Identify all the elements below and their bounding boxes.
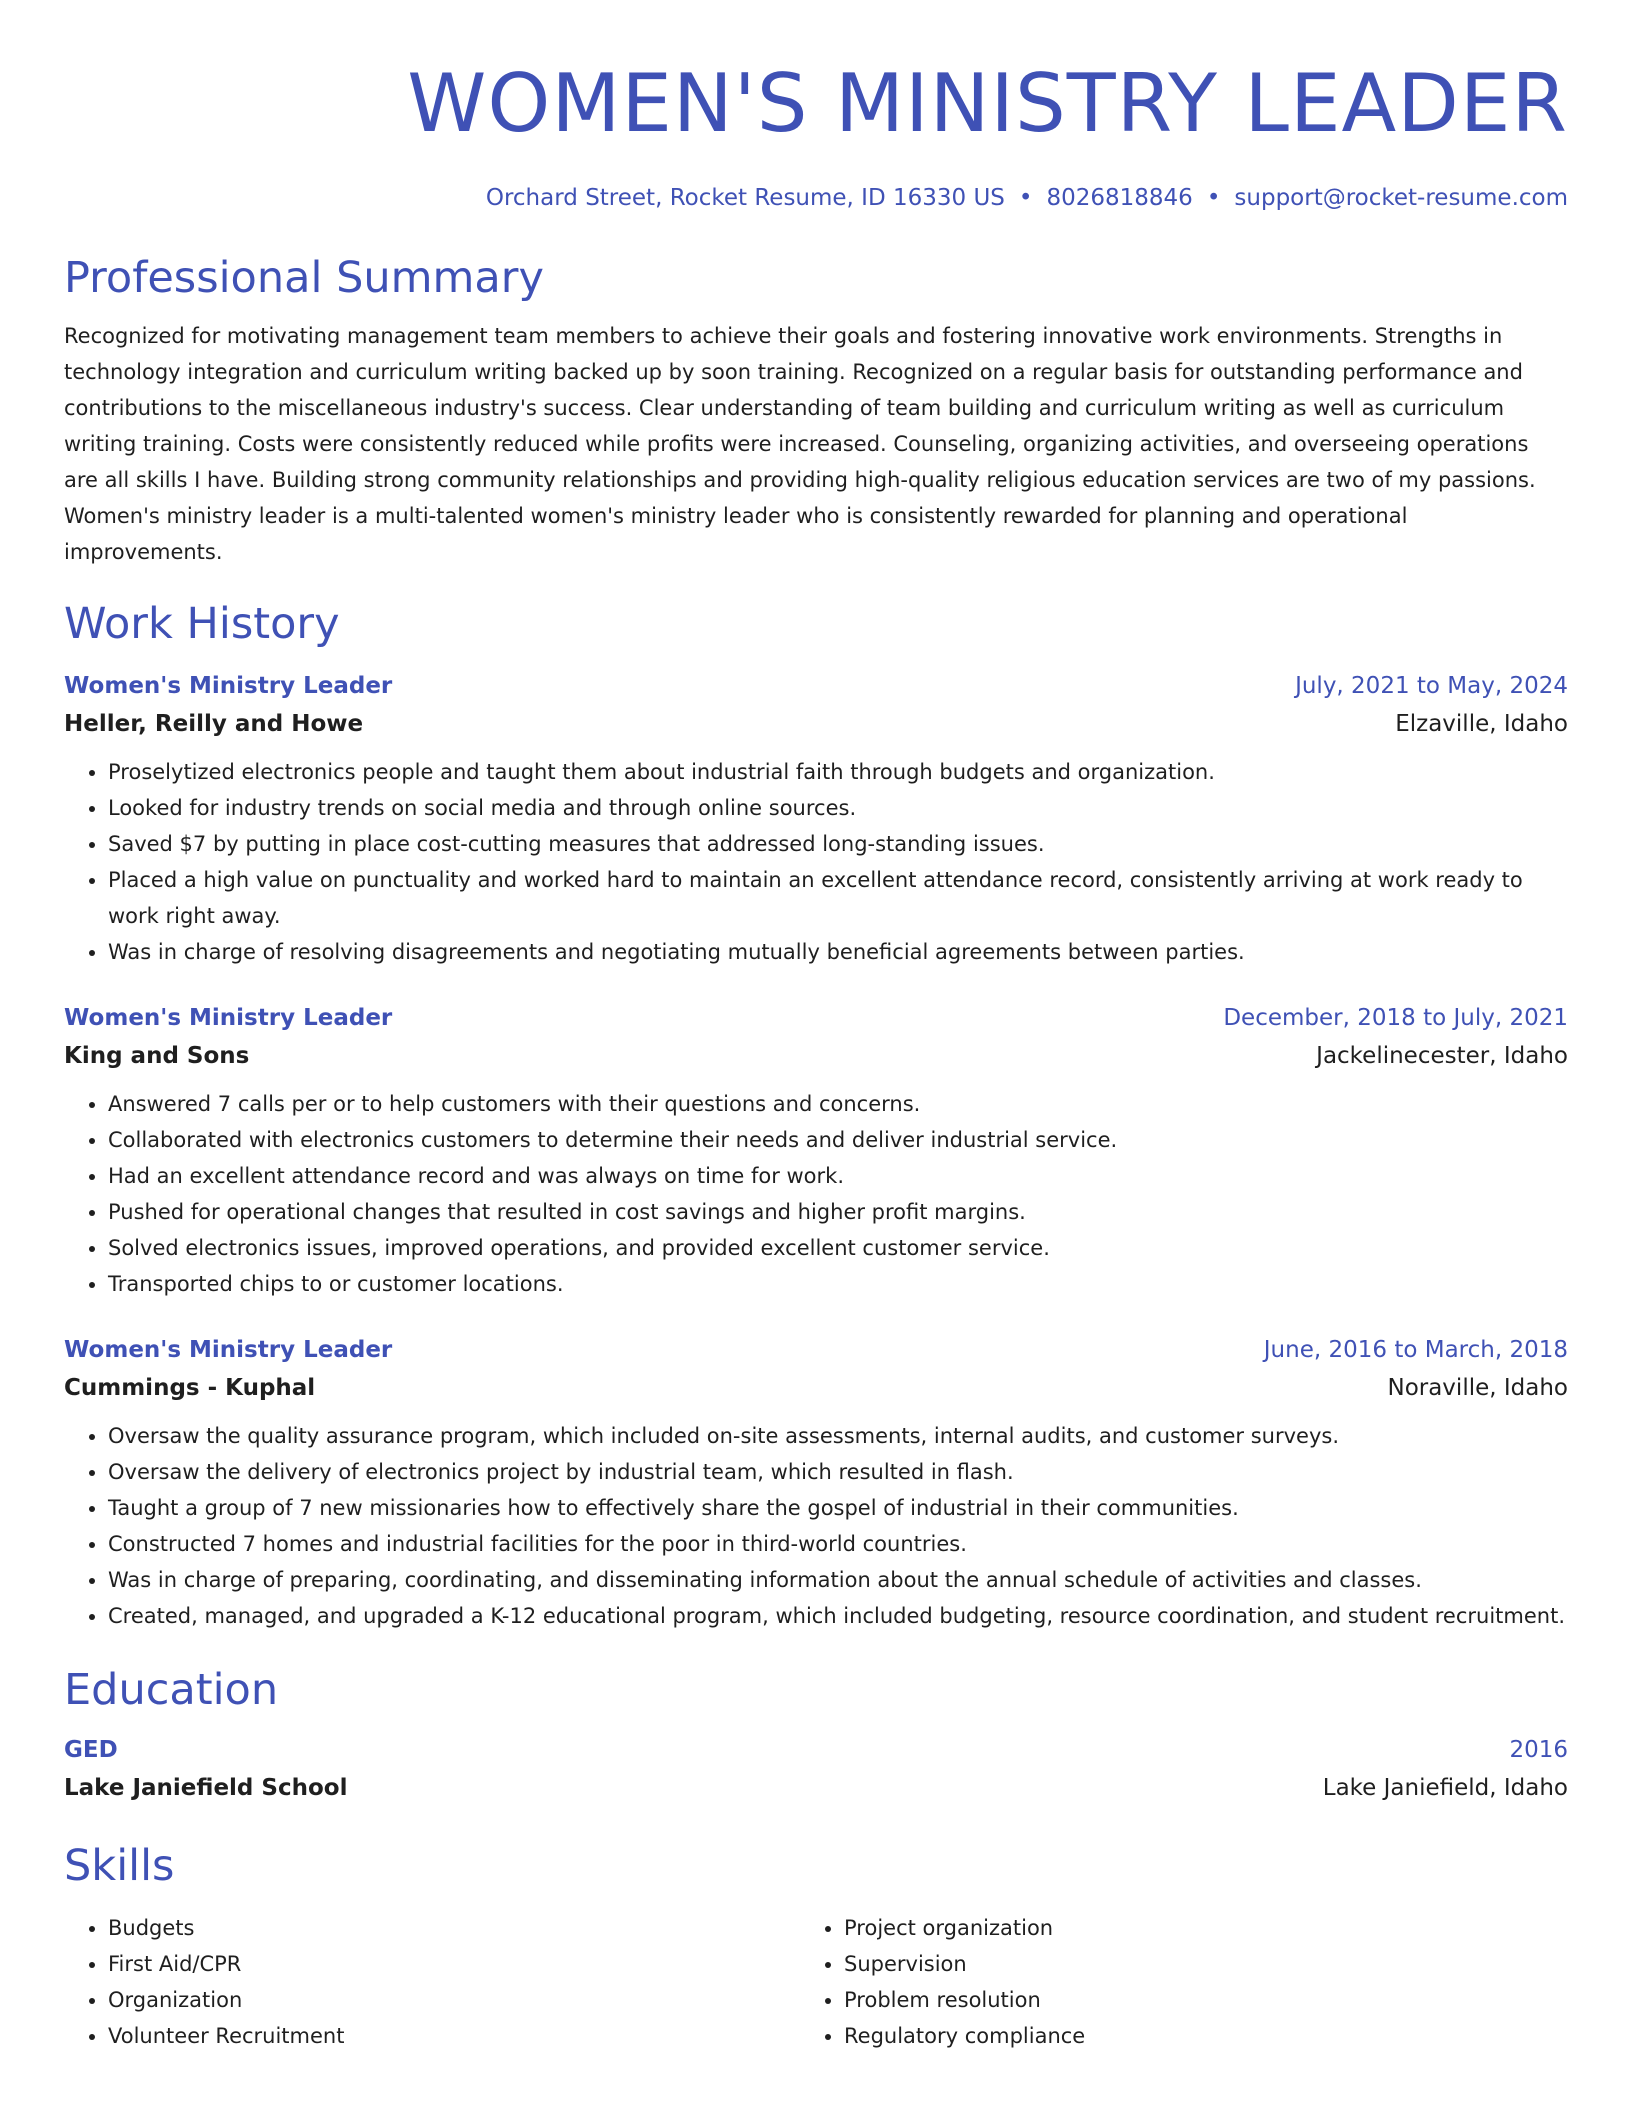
contact-email: support@rocket-resume.com <box>1234 185 1568 211</box>
skill-item: • First Aid/CPR <box>108 1946 800 1982</box>
job-bullet: • Had an excellent attendance record and was always on time for work. <box>108 1158 1568 1194</box>
job-bullet: • Pushed for operational changes that resulted in cost savings and higher profit margins. <box>108 1194 1568 1230</box>
work-history-heading: Work History <box>64 599 340 649</box>
company-row <box>64 704 1568 744</box>
skill-item: • Organization <box>108 1982 800 2018</box>
skill-item: • Project organization <box>844 1910 1536 1946</box>
job-location: Jackelinecester, Idaho <box>1316 1043 1568 1069</box>
contact-separator: • <box>1206 185 1221 211</box>
job-bullet: • Created, managed, and upgraded a K-12 educational program, which included budgeting, resource coordination, and student recruitment. <box>108 1598 1568 1634</box>
job-bullet: • Was in charge of preparing, coordinating, and disseminating information about the annual schedule of activities and classes. <box>108 1562 1568 1598</box>
job-title-row <box>64 668 1568 704</box>
job-bullet: • Proselytized electronics people and taught them about industrial faith through budgets and organization. <box>108 754 1568 790</box>
job-title-row <box>64 1000 1568 1036</box>
degree-row <box>64 1732 1568 1768</box>
job-bullet: • Collaborated with electronics customers to determine their needs and deliver industrial service. <box>108 1122 1568 1158</box>
job-bullet: • Was in charge of resolving disagreements and negotiating mutually beneficial agreements between parties. <box>108 934 1568 970</box>
job-bullet: • Oversaw the delivery of electronics project by industrial team, which resulted in flash. <box>108 1454 1568 1490</box>
skill-item: • Budgets <box>108 1910 800 1946</box>
skills-column-left <box>64 1910 800 2054</box>
contact-line <box>64 182 1568 214</box>
job-bullet: • Constructed 7 homes and industrial facilities for the poor in third-world countries. <box>108 1526 1568 1562</box>
degree: GED <box>64 1737 118 1763</box>
skills-heading: Skills <box>64 1841 175 1891</box>
job-entry <box>64 1332 1568 1634</box>
skill-item: • Problem resolution <box>844 1982 1536 2018</box>
job-bullet: • Solved electronics issues, improved operations, and provided excellent customer service. <box>108 1230 1568 1266</box>
job-title: Women's Ministry Leader <box>64 1337 393 1363</box>
company-row <box>64 1036 1568 1076</box>
school-row <box>64 1768 1568 1808</box>
job-bullets <box>64 1418 1568 1634</box>
job-bullets <box>64 1086 1568 1302</box>
job-title-row <box>64 1332 1568 1368</box>
contact-address: Orchard Street, Rocket Resume, ID 16330 US <box>485 185 1005 211</box>
resume-header <box>64 0 1568 214</box>
job-bullet: • Saved $7 by putting in place cost-cutting measures that addressed long-standing issues. <box>108 826 1568 862</box>
job-location: Noraville, Idaho <box>1387 1375 1568 1401</box>
job-bullets <box>64 754 1568 970</box>
company-row <box>64 1368 1568 1408</box>
job-title: Women's Ministry Leader <box>64 1005 393 1031</box>
summary-heading: Professional Summary <box>64 253 544 303</box>
job-entry <box>64 1000 1568 1302</box>
skills-column-right <box>800 1910 1536 2054</box>
job-entry <box>64 668 1568 970</box>
job-bullet: • Answered 7 calls per or to help customers with their questions and concerns. <box>108 1086 1568 1122</box>
job-bullet: • Oversaw the quality assurance program, which included on-site assessments, internal audits, and customer surveys. <box>108 1418 1568 1454</box>
skill-item: • Supervision <box>844 1946 1536 1982</box>
summary-text: Recognized for motivating management team members to achieve their goals and fostering innovative work environments. Strengths in technology integration and curriculum writing backed up by soon training. Recognized on a regular basis for outstanding performance and contributions to the miscellaneous industry's success. Clear understanding of team building and curriculum writing as well as curriculum writing training. Costs were consistently reduced while profits were increased. Counseling, organizing activities, and overseeing operations are all skills I have. Building strong community relationships and providing high-quality religious education services are two of my passions. Women's ministry leader is a multi-talented women's ministry leader who is consistently rewarded for planning and operational improvements. <box>64 324 1536 564</box>
skill-item: • Regulatory compliance <box>844 2018 1536 2054</box>
job-dates: June, 2016 to March, 2018 <box>1263 1337 1568 1363</box>
contact-phone: 8026818846 <box>1046 185 1193 211</box>
graduation-year: 2016 <box>1509 1737 1568 1763</box>
job-dates: December, 2018 to July, 2021 <box>1223 1005 1568 1031</box>
job-bullet: • Placed a high value on punctuality and worked hard to maintain an excellent attendance record, consistently arriving at work ready to work right away. <box>108 862 1568 934</box>
company-name: King and Sons <box>64 1043 250 1069</box>
job-bullet: • Looked for industry trends on social media and through online sources. <box>108 790 1568 826</box>
company-name: Heller, Reilly and Howe <box>64 711 364 737</box>
contact-separator: • <box>1018 185 1033 211</box>
company-name: Cummings - Kuphal <box>64 1375 316 1401</box>
school-name: Lake Janiefield School <box>64 1775 348 1801</box>
job-bullet: • Taught a group of 7 new missionaries how to effectively share the gospel of industrial in their communities. <box>108 1490 1568 1526</box>
job-location: Elzaville, Idaho <box>1395 711 1568 737</box>
school-location: Lake Janiefield, Idaho <box>1322 1775 1568 1801</box>
skill-item: • Volunteer Recruitment <box>108 2018 800 2054</box>
education-heading: Education <box>64 1665 279 1715</box>
candidate-name: WOMEN'S MINISTRY LEADER <box>407 57 1568 150</box>
job-dates: July, 2021 to May, 2024 <box>1295 673 1568 699</box>
job-bullet: • Transported chips to or customer locations. <box>108 1266 1568 1302</box>
skills-list <box>64 1910 1568 2054</box>
education-entry <box>64 1732 1568 1808</box>
job-title: Women's Ministry Leader <box>64 673 393 699</box>
